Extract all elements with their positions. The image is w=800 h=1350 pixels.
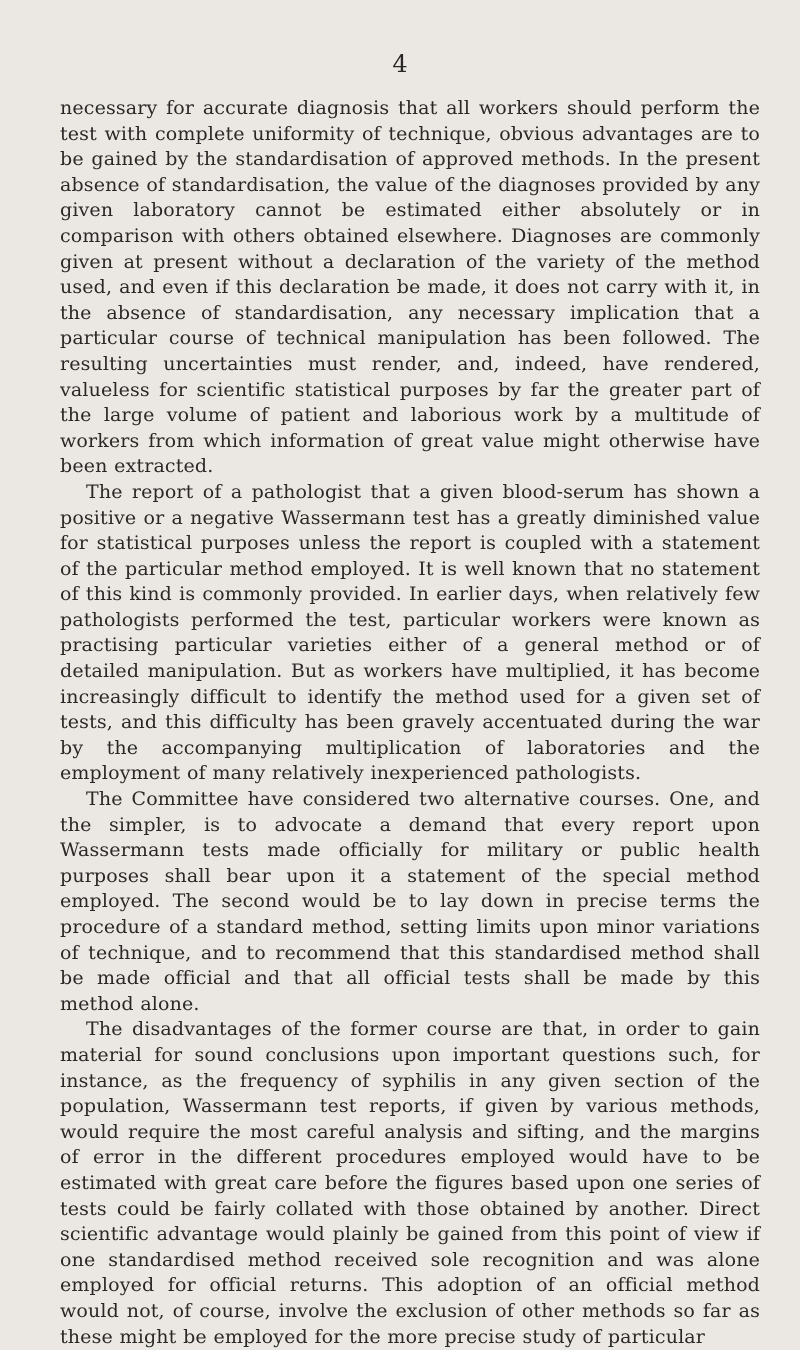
- paragraph-1: necessary for accurate diagnosis that all workers should perform the test with complete uniformity of technique, obvious advantages are to be gained by the standardisation of approved methods. In the present absence of standardisation, the value of the diagnoses provided by any given laboratory cannot be estimated either absolutely or in comparison with others obtained elsewhere. Diagnoses are commonly given at present without a declaration of the variety of the method used, and even if this declaration be made, it does not carry with it, in the absence of standardisation, any necessary implication that a particular course of technical manipulation has been followed. The resulting uncertainties must render, and, indeed, have rendered, valueless for scientific statistical purposes by far the greater part of the large volume of patient and laborious work by a multitude of workers from which information of great value might otherwise have been extracted.: [60, 97, 760, 478]
- page-number: 4: [392, 50, 408, 78]
- paragraph-4: The disadvantages of the former course are that, in order to gain material for sound conclusions upon important questions such, for instance, as the frequency of syphilis in any given section of the population, Wassermann test reports, if given by various methods, would require the most careful analysis and sifting, and the margins of error in the different procedures employed would have to be estimated with great care before the figures based upon one series of tests could be fairly collated with those obtained by another. Direct scientific advantage would plainly be gained from this point of view if one standardised method received sole recognition and was alone employed for official returns. This adoption of an official method would not, of course, involve the exclusion of other methods so far as these might be employed for the more precise study of particular: [60, 1018, 760, 1348]
- body-text: [60, 96, 760, 1350]
- paragraph-3: The Committee have considered two alternative courses. One, and the simpler, is to advocate a demand that every report upon Wassermann tests made officially for military or public health purposes shall bear upon it a statement of the special method employed. The second would be to lay down in precise terms the procedure of a standard method, setting limits upon minor variations of technique, and to recommend that this standardised method shall be made official and that all official tests shall be made by this method alone.: [60, 788, 760, 1015]
- paragraph-2: The report of a pathologist that a given blood-serum has shown a positive or a negative Wassermann test has a greatly diminished value for statistical purposes unless the report is coupled with a statement of the particular method employed. It is well known that no statement of this kind is commonly provided. In earlier days, when relatively few pathologists performed the test, particular workers were known as practising particular varieties either of a general method or of detailed manipulation. But as workers have multiplied, it has become increasingly difficult to identify the method used for a given set of tests, and this difficulty has been gravely accentuated during the war by the accompanying multiplication of laboratories and the employment of many relatively inexperienced pathologists.: [60, 480, 760, 785]
